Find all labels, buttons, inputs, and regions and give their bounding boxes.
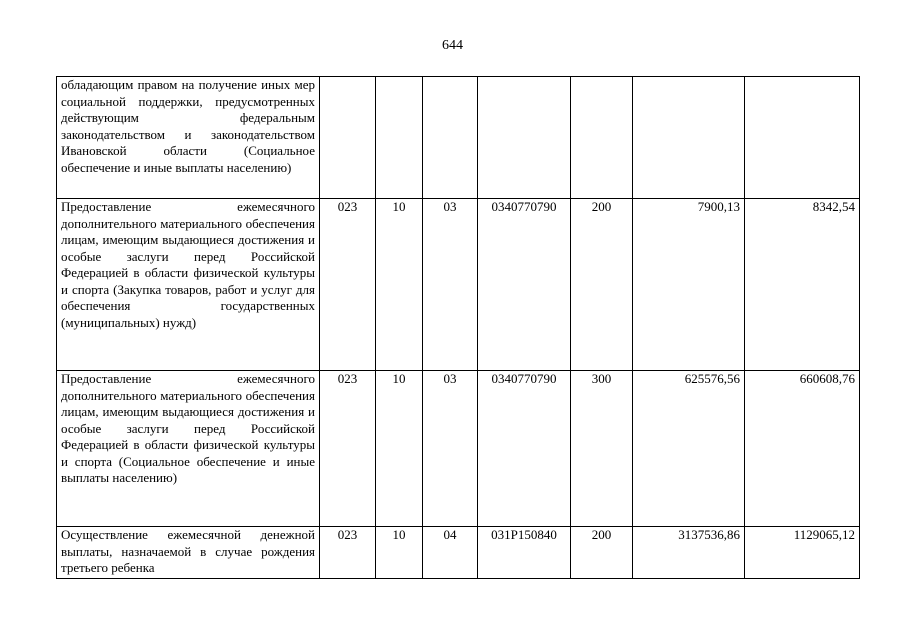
amount-year-1 <box>633 77 745 199</box>
subsection-code <box>423 77 478 199</box>
row-description: Предоставление ежемесячного дополнительного материального обеспечения лицам, имеющим выдающиеся достижения и особые заслуги перед Российской Федерацией в области физической культуры и спорта (Закупка товаров, работ и услуг для обеспечения государственных (муниципальных) нужд) <box>57 199 320 371</box>
ministry-code: 023 <box>320 371 376 527</box>
section-code: 10 <box>376 527 423 579</box>
ministry-code: 023 <box>320 527 376 579</box>
table-row <box>57 527 860 579</box>
budget-table <box>56 76 860 579</box>
expense-type-code: 300 <box>571 371 633 527</box>
target-article-code <box>478 77 571 199</box>
ministry-code <box>320 77 376 199</box>
amount-year-2: 660608,76 <box>745 371 860 527</box>
amount-year-2: 8342,54 <box>745 199 860 371</box>
table-row <box>57 77 860 199</box>
subsection-code: 03 <box>423 371 478 527</box>
expense-type-code <box>571 77 633 199</box>
table-row <box>57 371 860 527</box>
page-number: 644 <box>442 38 463 53</box>
row-description: Осуществление ежемесячной денежной выплаты, назначаемой в случае рождения третьего ребенка <box>57 527 320 579</box>
amount-year-2 <box>745 77 860 199</box>
expense-type-code: 200 <box>571 527 633 579</box>
amount-year-2: 1129065,12 <box>745 527 860 579</box>
target-article-code: 0340770790 <box>478 371 571 527</box>
amount-year-1: 3137536,86 <box>633 527 745 579</box>
target-article-code: 031P150840 <box>478 527 571 579</box>
section-code: 10 <box>376 371 423 527</box>
section-code <box>376 77 423 199</box>
amount-year-1: 625576,56 <box>633 371 745 527</box>
subsection-code: 03 <box>423 199 478 371</box>
expense-type-code: 200 <box>571 199 633 371</box>
amount-year-1: 7900,13 <box>633 199 745 371</box>
ministry-code: 023 <box>320 199 376 371</box>
target-article-code: 0340770790 <box>478 199 571 371</box>
subsection-code: 04 <box>423 527 478 579</box>
table-row <box>57 199 860 371</box>
section-code: 10 <box>376 199 423 371</box>
row-description: обладающим правом на получение иных мер социальной поддержки, предусмотренных действующим федеральным законодательством и законодательством Ивановской области (Социальное обеспечение и иные выплаты населению) <box>57 77 320 199</box>
row-description: Предоставление ежемесячного дополнительного материального обеспечения лицам, имеющим выдающиеся достижения и особые заслуги перед Российской Федерацией в области физической культуры и спорта (Социальное обеспечение и иные выплаты населению) <box>57 371 320 527</box>
